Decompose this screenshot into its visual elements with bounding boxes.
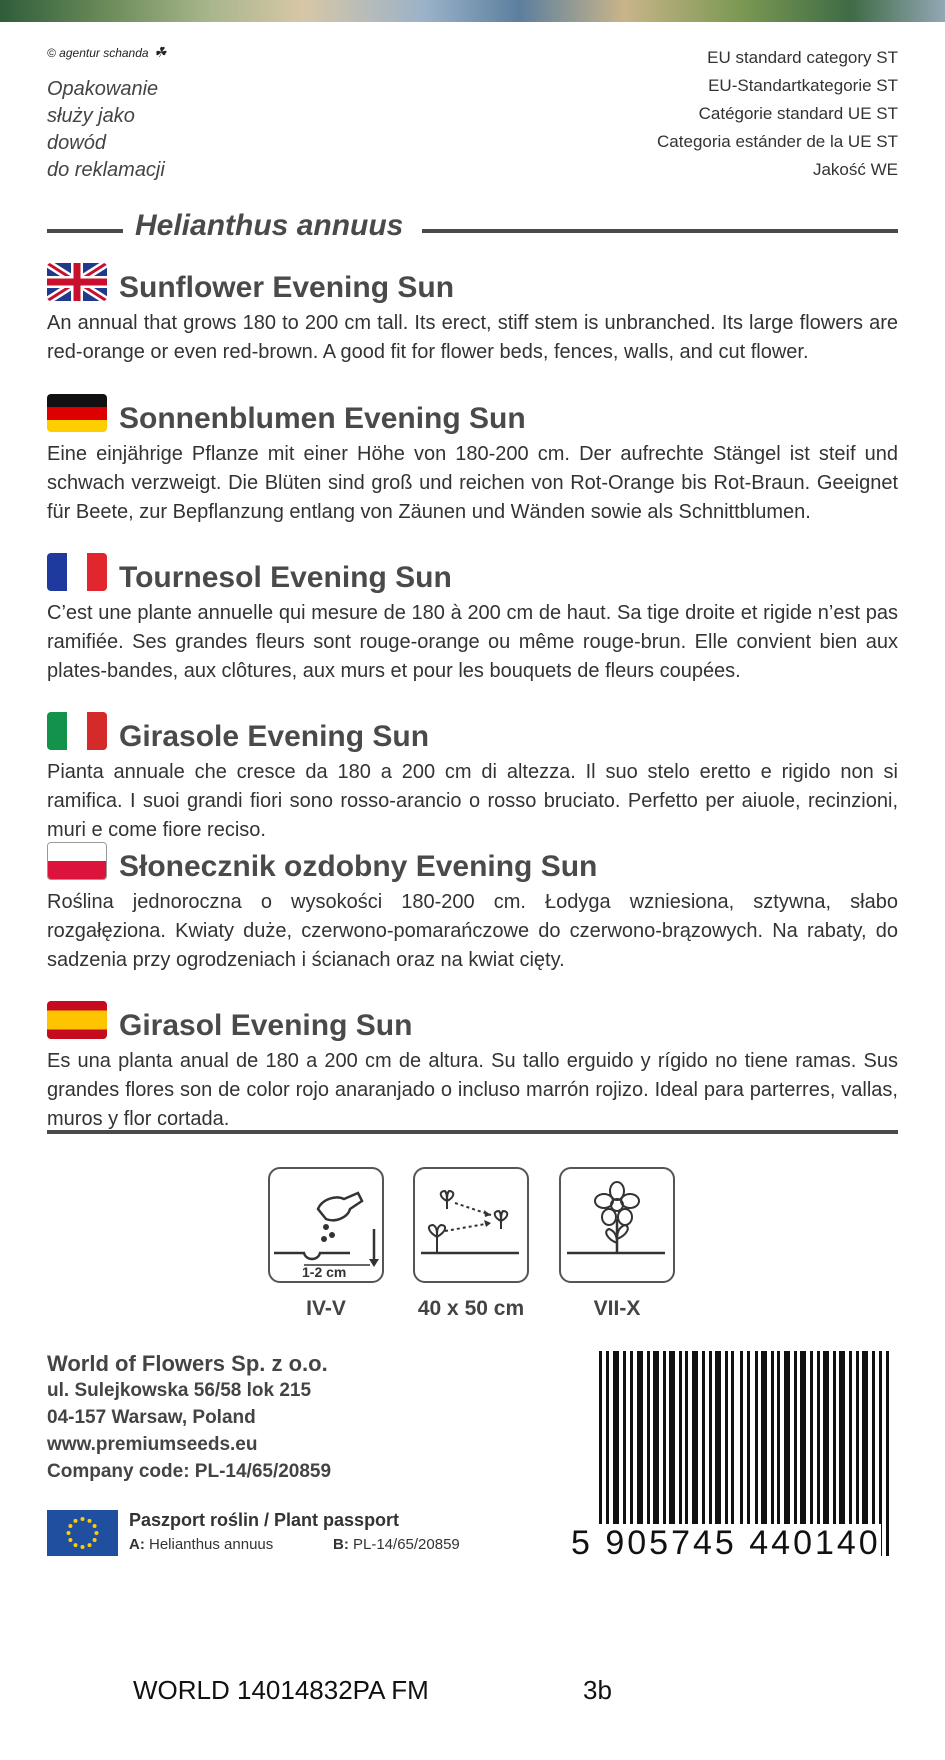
category-line: Catégorie standard UE ST <box>698 104 898 123</box>
print-version: 3b <box>583 1675 612 1705</box>
barcode-number: 5 905745 440140 <box>571 1524 881 1562</box>
flowering-period-label: VII-X <box>593 1297 641 1320</box>
sowing-period-label: IV-V <box>306 1297 346 1320</box>
category-line: Categoria estánder de la UE ST <box>657 132 898 151</box>
uk-flag-icon <box>47 263 107 301</box>
sowing-icon <box>268 1167 384 1283</box>
poland-flag-icon <box>47 842 107 880</box>
copyright-notice <box>47 44 166 61</box>
language-description: Es una planta anual de 180 a 200 cm de altura. Su tallo erguido y rígido no tiene ramas. Sus grandes flores son de color rojo anaranjado o incluso marrón rojizo. Ideal para parterres, vallas, muros y flor cortada. <box>47 1050 898 1130</box>
language-title: Sonnenblumen Evening Sun <box>119 402 526 435</box>
reclamation-line: służy jako <box>47 105 135 127</box>
language-title: Girasole Evening Sun <box>119 720 430 753</box>
language-title: Słonecznik ozdobny Evening Sun <box>119 850 598 883</box>
spain-flag-icon <box>47 1001 107 1039</box>
reclamation-line: Opakowanie <box>47 78 159 100</box>
category-line: EU-Standartkategorie ST <box>708 76 898 95</box>
language-description: C’est une plante annuelle qui mesure de 180 à 200 cm de haut. Sa tige droite et rigide n’est pas ramifiée. Ses grandes fleurs sont rouge-orange ou même rouge-brun. Elle convient bien aux plates-bandes, aux clôtures, aux murs et pour les bouquets de fleurs coupées. <box>47 602 898 682</box>
company-name: World of Flowers Sp. z o.o. <box>47 1351 328 1376</box>
reclamation-line: dowód <box>47 132 106 154</box>
language-title: Sunflower Evening Sun <box>119 271 455 304</box>
eu-categories <box>657 44 898 184</box>
passport-b-key: B: <box>333 1536 349 1553</box>
section-divider <box>47 1130 898 1134</box>
passport-a-key: A: <box>129 1536 145 1553</box>
eu-flag-icon <box>47 1510 118 1556</box>
passport-field-a <box>129 1536 273 1553</box>
france-flag-icon <box>47 553 107 591</box>
spacing-icon <box>413 1167 529 1283</box>
germany-flag-icon <box>47 394 107 432</box>
copyright-text: © agentur schanda <box>47 46 149 60</box>
divider-line <box>422 229 898 233</box>
latin-name-row <box>47 205 898 249</box>
reclamation-line: do reklamacji <box>47 159 165 181</box>
category-line: Jakość WE <box>812 160 898 179</box>
language-description: Roślina jednoroczna o wysokości 180-200 cm. Łodyga wzniesiona, sztywna, słabo rozgałęziona. Kwiaty duże, czerwono-pomarańczowe do czerwono-brązowych. Na rabaty, do sadzenia przy ogrodzeniach i ścianach oraz na kwiat cięty. <box>47 891 898 971</box>
reclamation-note <box>47 76 165 184</box>
company-city: 04-157 Warsaw, Poland <box>47 1407 256 1428</box>
top-image-strip <box>0 0 945 22</box>
passport-a-value: Helianthus annuus <box>149 1536 274 1553</box>
company-website: www.premiumseeds.eu <box>47 1434 258 1455</box>
passport-b-value: PL-14/65/20859 <box>353 1536 460 1553</box>
divider-line <box>47 229 123 233</box>
latin-name: Helianthus annuus <box>135 209 404 242</box>
flowering-icon <box>559 1167 675 1283</box>
print-code: WORLD 14014832PA FM <box>133 1675 429 1705</box>
passport-title: Paszport roślin / Plant passport <box>129 1510 400 1530</box>
italy-flag-icon <box>47 712 107 750</box>
agency-logo-icon: ☘ <box>153 44 167 60</box>
company-info <box>47 1350 331 1485</box>
passport-field-b <box>333 1536 460 1553</box>
language-description: An annual that grows 180 to 200 cm tall. Its erect, stiff stem is unbranched. Its large flowers are red-orange or even red-brown. A good fit for flower beds, fences, walls, and cut flower. <box>47 312 898 363</box>
sowing-depth-label: 1-2 cm <box>302 1264 347 1280</box>
company-code: Company code: PL-14/65/20859 <box>47 1461 332 1482</box>
language-description: Eine einjährige Pflanze mit einer Höhe von 180-200 cm. Der aufrechte Stängel ist steif und schwach verzweigt. Die Blüten sind groß und reichen von Rot-Orange bis Rot-Braun. Geeignet für Beete, zur Bepflanzung entlang von Zäunen und Wänden sowie als Schnittblumen. <box>47 443 898 523</box>
company-street: ul. Sulejkowska 56/58 lok 215 <box>47 1380 312 1401</box>
category-line: EU standard category ST <box>707 48 898 67</box>
language-title: Tournesol Evening Sun <box>119 561 452 594</box>
plant-passport <box>47 1510 467 1560</box>
language-description: Pianta annuale che cresce da 180 a 200 cm di altezza. Il suo stelo eretto e rigido non si ramifica. I suoi grandi fiori sono rosso-arancio o rosso bruciato. Perfetto per aiuole, recinzioni, muri e come fiore reciso. <box>47 761 898 841</box>
spacing-label: 40 x 50 cm <box>417 1297 525 1320</box>
language-title: Girasol Evening Sun <box>119 1009 413 1042</box>
